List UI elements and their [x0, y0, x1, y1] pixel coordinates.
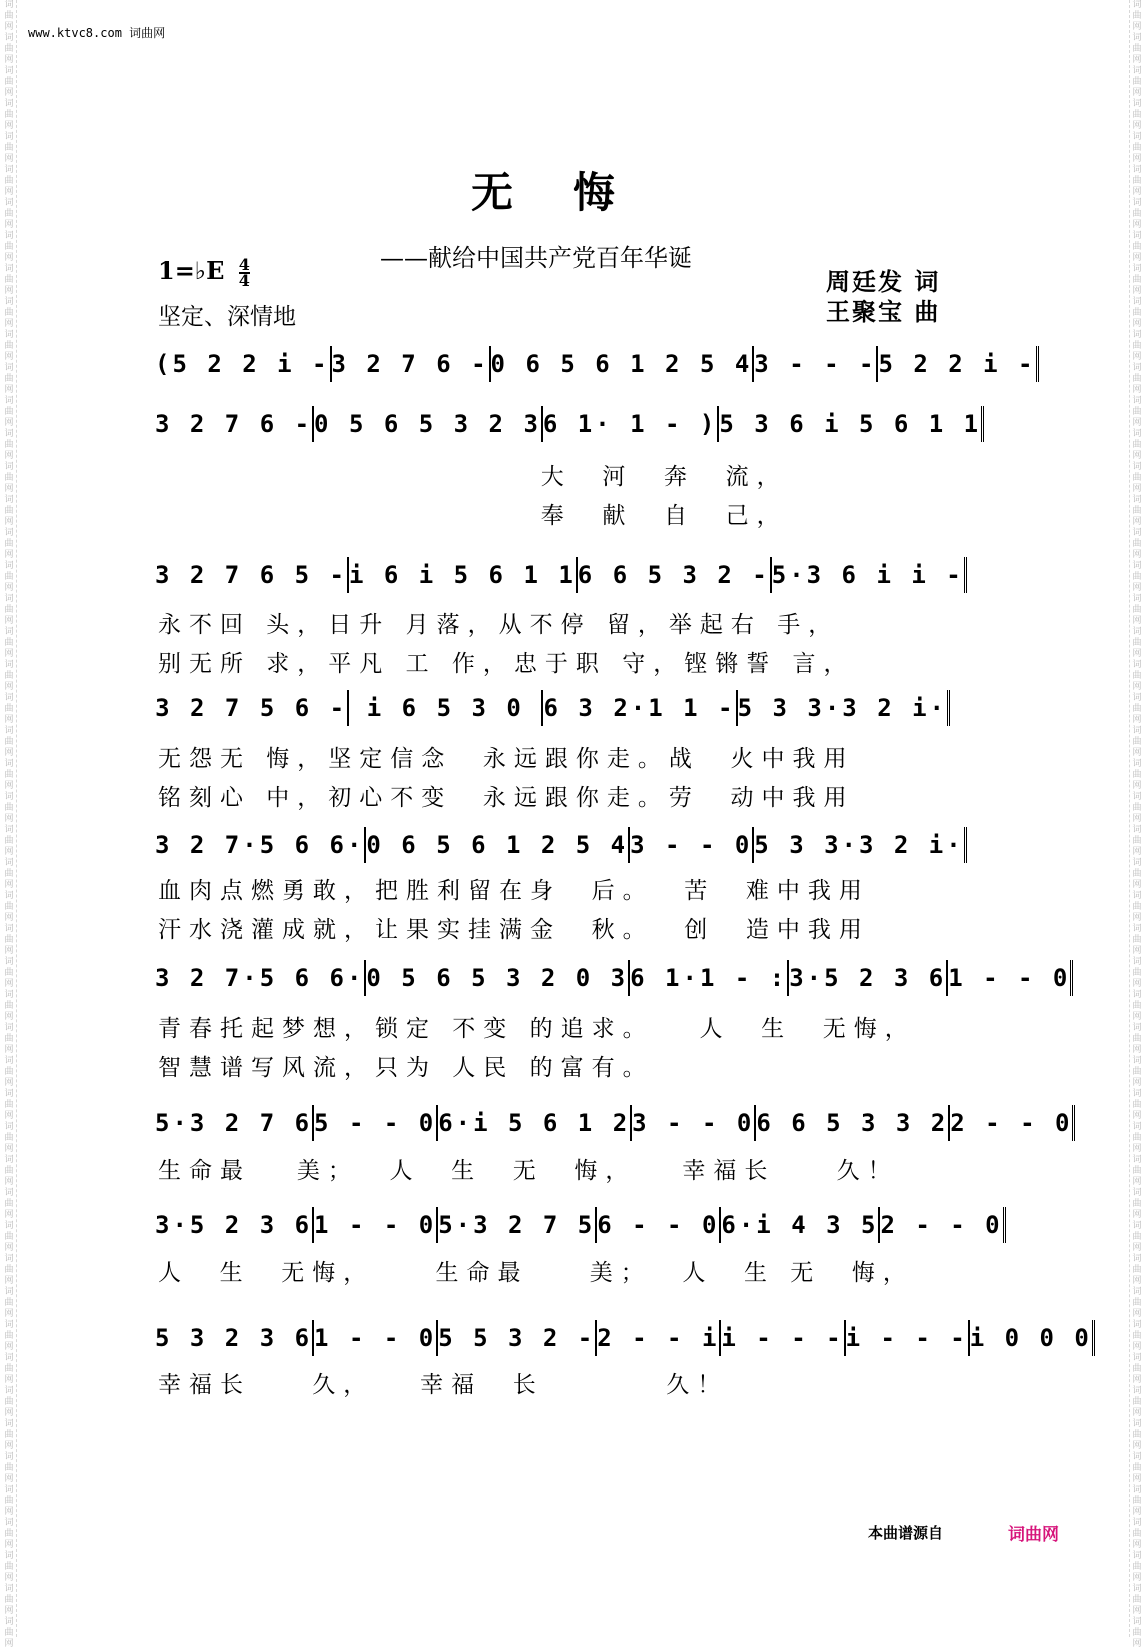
lyric-line: 生命最 美； 人 生 无 悔， 幸福长 久！ [158, 1158, 899, 1184]
measure: 5 3 2 3 6 [155, 1320, 314, 1356]
measure: 1 - - 0 [314, 1320, 438, 1356]
measure: 5·3 6 i i - [772, 557, 967, 593]
song-subtitle: ——献给中国共产党百年华诞 [380, 244, 692, 272]
lyric-line: 幸福长 久， 幸福 长 久！ [158, 1372, 729, 1398]
measure: 6 6 5 3 3 2 [756, 1105, 950, 1141]
measure: 3 - - 0 [632, 1105, 756, 1141]
staff-line [155, 555, 964, 595]
measure: 3 2 7 6 - [332, 346, 491, 382]
measure: 2 - - 0 [880, 1207, 1005, 1243]
measure: 0 6 5 6 1 2 5 4 [366, 827, 630, 863]
measure: 5 5 3 2 - [438, 1320, 597, 1356]
staff-line [155, 1205, 1003, 1245]
staff-line [155, 958, 1071, 998]
measure: 3 - - - [754, 346, 878, 382]
lyric-line: 大 河 奔 流， [158, 464, 788, 490]
meter-top: 4 [238, 254, 250, 274]
measure: 1 - - 0 [314, 1207, 438, 1243]
measure: 2 - - 0 [950, 1105, 1075, 1141]
measure: i 6 i 5 6 1 1 [349, 557, 578, 593]
measure: 3·5 2 3 6 [789, 960, 948, 996]
lyric-line: 汗水浇灌成就，让果实挂满金 秋。 创 造中我用 [158, 917, 870, 943]
measure: 5 3 3·3 2 i· [754, 827, 966, 863]
measure: 5·3 2 7 6 [155, 1105, 314, 1141]
measure: 6·i 4 3 5 [721, 1207, 880, 1243]
measure: 5 2 2 i - [878, 346, 1038, 382]
side-watermark-right: 词曲网 词曲网 词曲网 词曲网 词曲网 词曲网 词曲网 词曲网 词曲网 词曲网 词曲网 词曲网 词曲网 词曲网 词曲网 词曲网 词曲网 词曲网 词曲网 词曲网 词曲网 词曲网 词曲网 词曲网 词曲网 词曲网 词曲网 词曲网 词曲网 词曲网 词曲网 词曲网 词曲网 词曲网 词曲网 词曲网 词曲网 词曲网 词曲网 词曲网 词曲网 词曲网 词曲网 词曲网 词曲网 词曲网 词曲网 词曲网 词曲网 词曲网 [1129, 0, 1144, 1637]
measure: 3 2 7·5 6 6· [155, 960, 366, 996]
measure: 6·i 5 6 1 2 [438, 1105, 632, 1141]
staff-line [155, 404, 982, 444]
measure: 0 5 6 5 3 2 3 [314, 406, 543, 442]
measure: i - - - [721, 1320, 845, 1356]
measure: 3 2 7 6 5 - [155, 557, 349, 593]
measure: i 6 5 3 0 [349, 690, 543, 726]
lyric-line: 永不回 头，日升 月落，从不停 留，举起右 手， [158, 612, 840, 638]
composer-credit: 王聚宝 曲 [826, 298, 941, 326]
measure: 6 1· 1 - ) [543, 406, 720, 442]
measure: 3 2 7 5 6 - [155, 690, 349, 726]
staff-line [155, 1103, 1073, 1143]
measure: 1 - - 0 [948, 960, 1073, 996]
staff-line [155, 688, 950, 728]
measure: i - - - [846, 1320, 970, 1356]
lyric-line: 无怨无 悔，坚定信念 永远跟你走。战 火中我用 [158, 746, 855, 772]
measure: 0 6 5 6 1 2 5 4 [491, 346, 755, 382]
lyric-line: 人 生 无悔， 生命最 美； 人 生 无 悔， [158, 1260, 914, 1286]
measure: 6 - - 0 [597, 1207, 721, 1243]
staff-line [155, 344, 1036, 384]
key-signature [158, 256, 250, 288]
meter-bottom: 4 [238, 270, 250, 290]
lyric-line: 别无所 求，平凡 工 作，忠于职 守，铿锵誓 言， [158, 651, 855, 677]
site-url: www.ktvc8.com 词曲网 [28, 26, 166, 40]
measure: 3 2 7·5 6 6· [155, 827, 366, 863]
measure: (5 2 2 i - [155, 346, 332, 382]
lyric-line: 青春托起梦想，锁定 不变 的追求。 人 生 无悔， [158, 1016, 916, 1042]
lyric-line: 铭刻心 中，初心不变 永远跟你走。劳 动中我用 [158, 785, 855, 811]
lyric-line: 智慧谱写风流，只为 人民 的富有。 [158, 1055, 654, 1081]
tempo-marking: 坚定、深情地 [158, 304, 296, 330]
measure: 6 6 5 3 2 - [578, 557, 772, 593]
side-watermark-left: 词曲网 词曲网 词曲网 词曲网 词曲网 词曲网 词曲网 词曲网 词曲网 词曲网 词曲网 词曲网 词曲网 词曲网 词曲网 词曲网 词曲网 词曲网 词曲网 词曲网 词曲网 词曲网 词曲网 词曲网 词曲网 词曲网 词曲网 词曲网 词曲网 词曲网 词曲网 词曲网 词曲网 词曲网 词曲网 词曲网 词曲网 词曲网 词曲网 词曲网 词曲网 词曲网 词曲网 词曲网 词曲网 词曲网 词曲网 词曲网 词曲网 词曲网 [2, 0, 17, 1637]
measure: 3 - - 0 [630, 827, 754, 863]
lyricist-credit: 周廷发 词 [826, 268, 941, 296]
time-signature [238, 254, 250, 290]
measure: 5·3 2 7 5 [438, 1207, 597, 1243]
key-label: 1=♭E [158, 256, 225, 285]
song-title: 无悔 [470, 168, 675, 217]
measure: 5 - - 0 [314, 1105, 438, 1141]
measure: 6 1·1 - : [630, 960, 789, 996]
measure: 5 3 3·3 2 i· [738, 690, 950, 726]
footer-site-logo: 词曲网 [1008, 1525, 1059, 1545]
measure: 6 3 2·1 1 - [543, 690, 737, 726]
staff-line [155, 825, 964, 865]
measure: 0 5 6 5 3 2 0 3 [366, 960, 630, 996]
measure: 2 - - i [597, 1320, 721, 1356]
measure: 5 3 6 i 5 6 1 1 [719, 406, 984, 442]
lyric-line: 血肉点燃勇敢，把胜利留在身 后。 苦 难中我用 [158, 878, 870, 904]
lyric-line: 奉 献 自 己， [158, 503, 788, 529]
measure: 3·5 2 3 6 [155, 1207, 314, 1243]
footer-source: 本曲谱源自 [868, 1524, 944, 1542]
staff-line [155, 1318, 1092, 1358]
measure: i 0 0 0 [970, 1320, 1095, 1356]
measure: 3 2 7 6 - [155, 406, 314, 442]
